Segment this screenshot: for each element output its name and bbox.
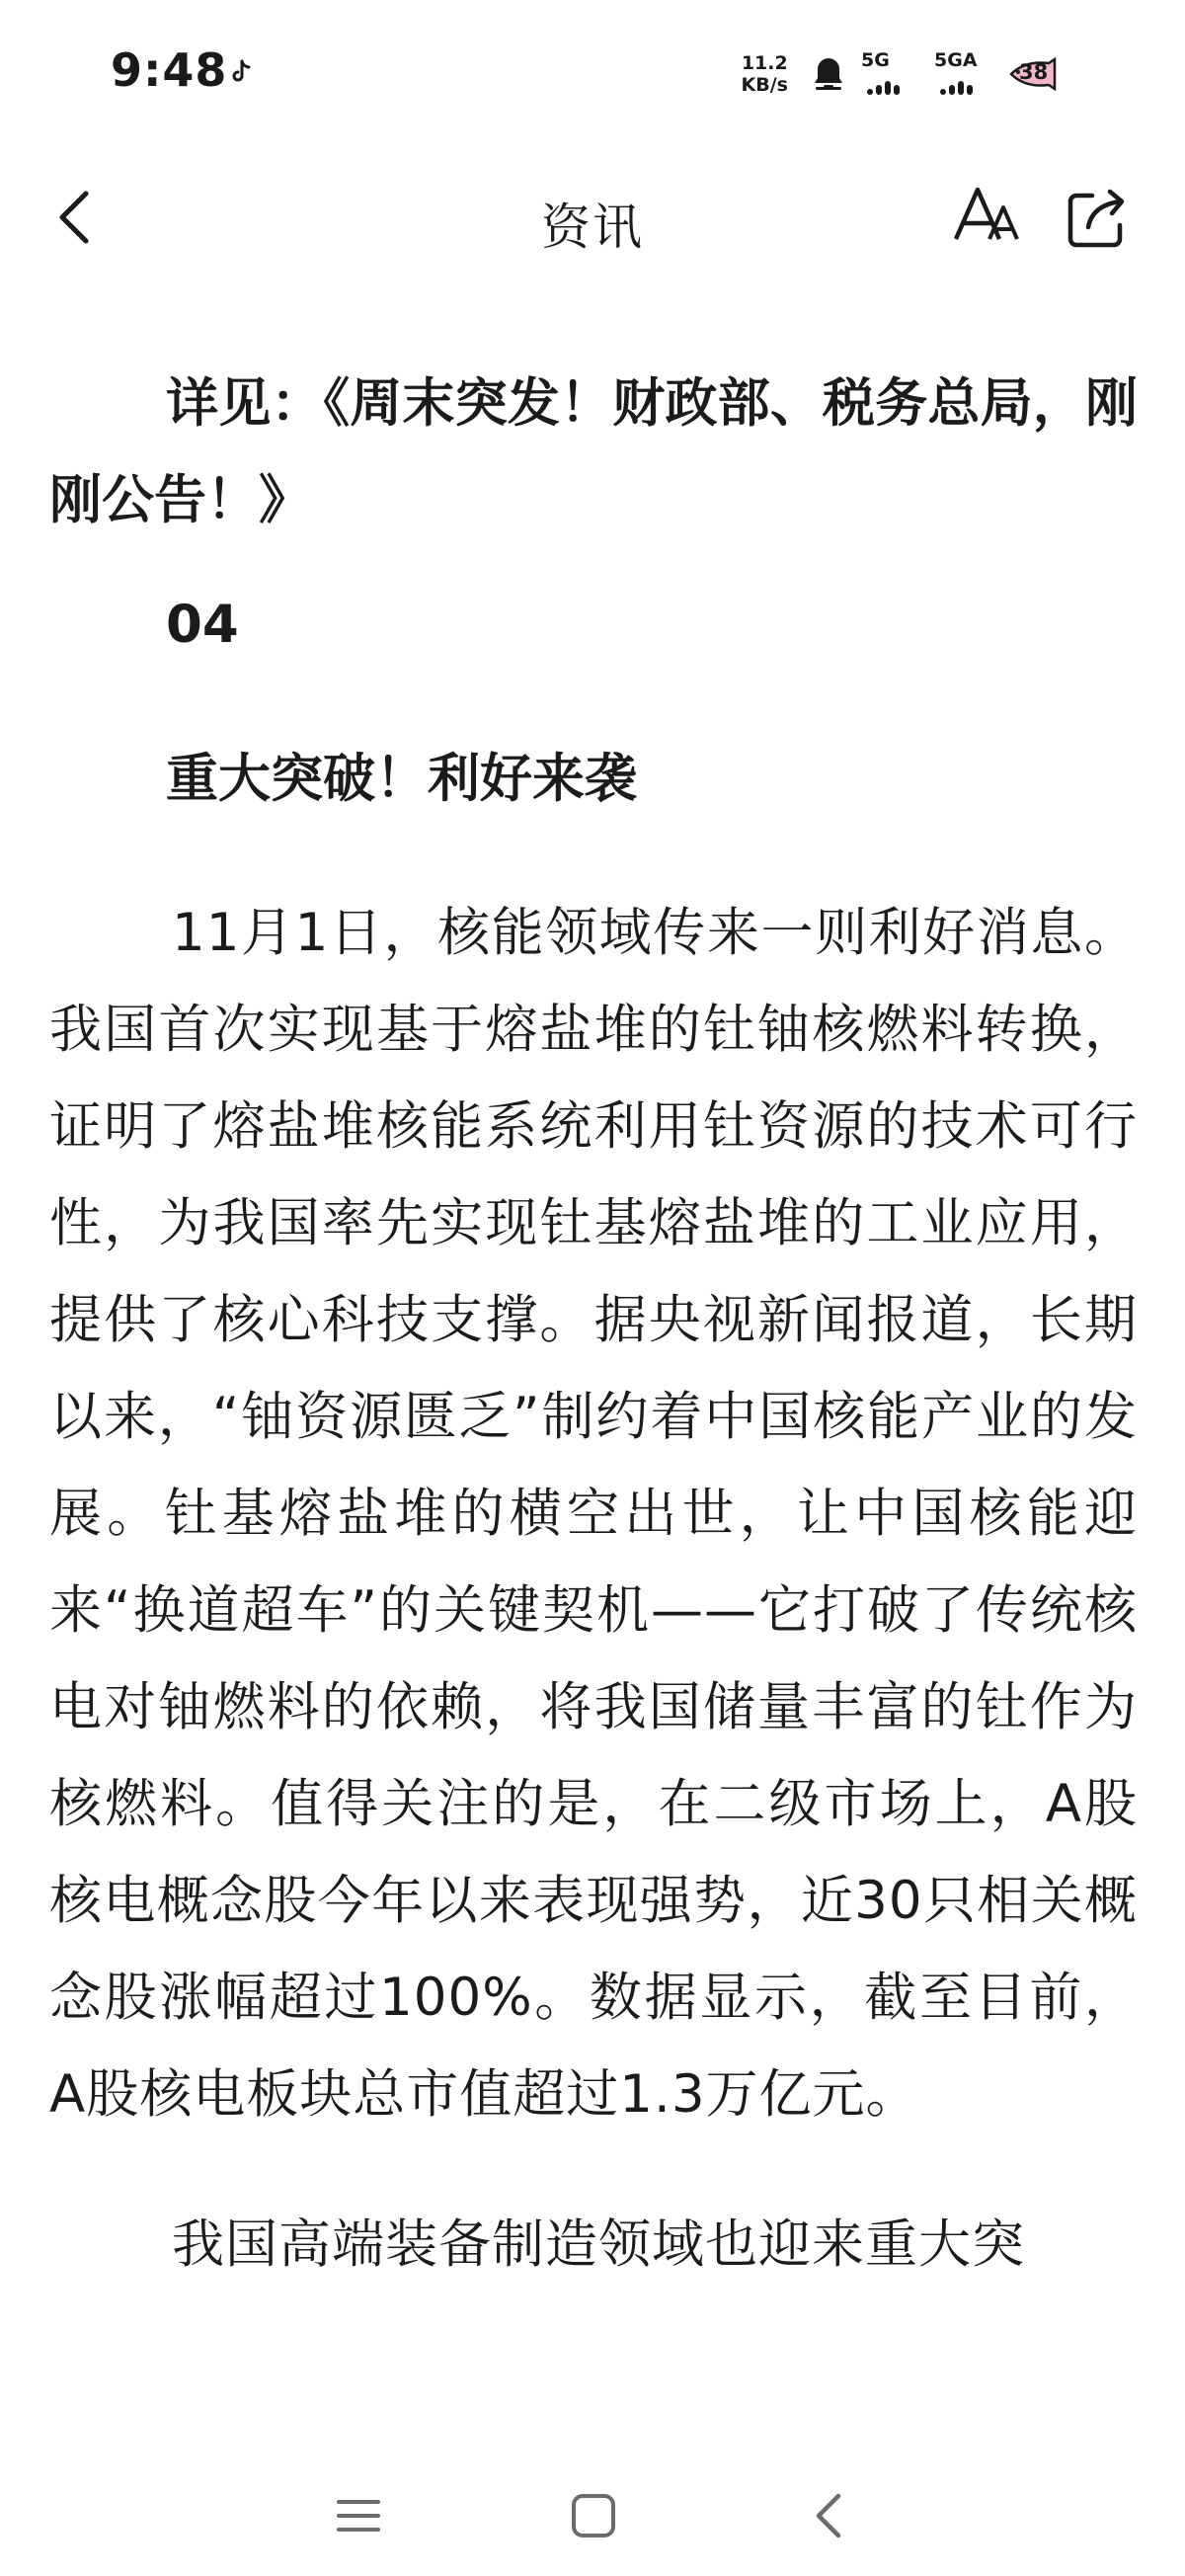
section-heading: 重大突破！利好来袭 [166,749,637,809]
sim2-network-label: 5GA [934,49,978,71]
font-size-button[interactable] [950,182,1025,253]
back-chevron-icon [813,2492,844,2539]
signal-icon [940,81,973,95]
battery-level: 38 [1019,60,1049,84]
article-paragraph: 我国高端装备制造领域也迎来重大突 [172,2214,1025,2275]
signal-sim1 [859,49,918,99]
status-time: 9:48 [111,43,228,97]
home-square-icon [570,2492,617,2539]
home-button[interactable] [549,2471,638,2560]
article-content [49,356,1138,2294]
share-button[interactable] [1063,182,1134,253]
status-indicators [742,47,1068,101]
sim1-network-label: 5G [861,49,890,71]
network-speed [742,52,788,96]
signal-icon [867,81,900,95]
tiktok-icon [229,59,253,85]
battery-icon [1005,57,1068,91]
system-navigation-bar [0,2459,1185,2576]
font-size-icon [950,182,1025,253]
status-bar [0,0,1185,148]
article-paragraph: 11月1日，核能领域传来一则利好消息。我国首次实现基于熔盐堆的钍铀核燃料转换，证明了熔盐堆核能系统利用钍资源的技术可行性，为我国率先实现钍基熔盐堆的工业应用，提供了核心科技支撑。据央视新闻报道，长期以来，“铀资源匮乏”制约着中国核能产业的发展。钍基熔盐堆的横空出世，让中国核能迎来“换道超车”的关键契机——它打破了传统核电对铀燃料的依赖，将我国储量丰富的钍作为核燃料。值得关注的是，在二级市场上，A股核电概念股今年以来表现强势，近30只相关概念股涨幅超过100%。数据显示，截至目前，A股核电板块总市值超过1.3万亿元。 [49,903,1138,2125]
recent-apps-button[interactable] [314,2471,403,2560]
alarm-icon [812,54,845,94]
app-header [0,158,1185,277]
page-title: 资讯 [541,199,644,256]
signal-sim2 [932,49,991,99]
nav-back-button[interactable] [784,2471,873,2560]
see-also-link[interactable]: 详见：《周末突发！财政部、税务总局，刚刚公告！》 [49,373,1138,530]
network-speed-value: 11.2 [741,52,788,74]
network-speed-unit: KB/s [741,74,788,96]
share-icon [1063,182,1134,253]
menu-icon [335,2496,382,2536]
section-number: 04 [166,595,239,655]
